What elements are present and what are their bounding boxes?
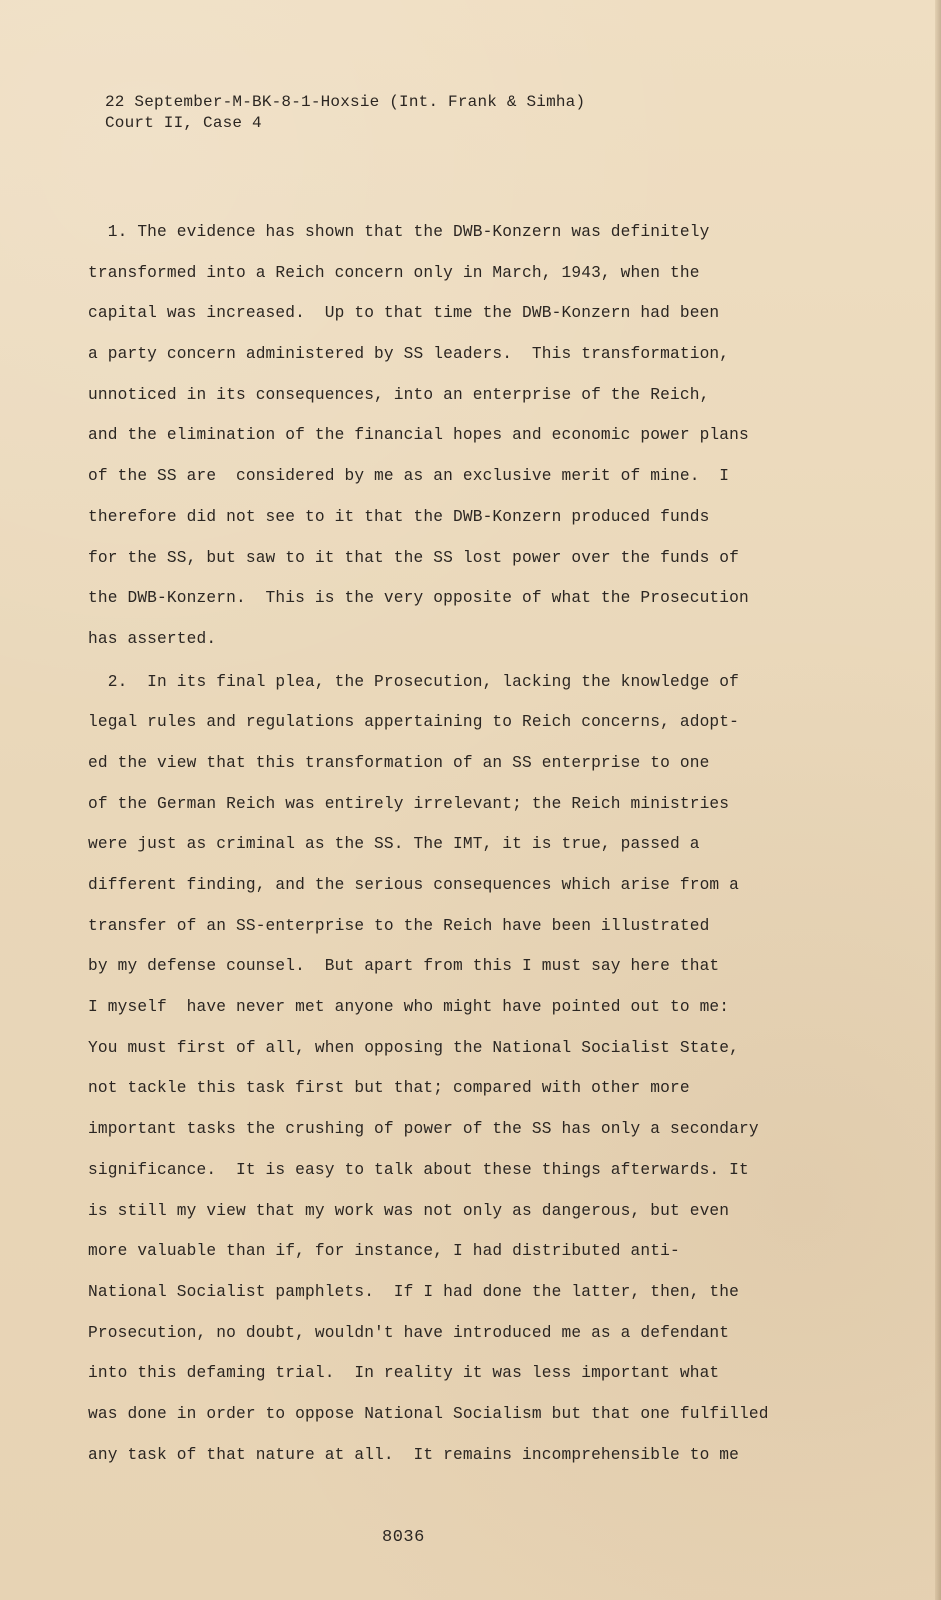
header-court-case-line: Court II, Case 4: [105, 114, 262, 132]
paragraph-2: [88, 672, 788, 1486]
paragraph-line: therefore did not see to it that the DWB-Konzern produced funds: [88, 507, 710, 526]
paragraph-line: for the SS, but saw to it that the SS lost power over the funds of: [88, 548, 740, 567]
paragraph-line: was done in order to oppose National Socialism but that one fulfilled: [88, 1404, 769, 1423]
paragraph-line: a party concern administered by SS leaders. This transformation,: [88, 345, 730, 364]
paragraph-line: important tasks the crushing of power of the SS has only a secondary: [88, 1120, 759, 1139]
paragraph-line: has asserted.: [88, 629, 217, 648]
document-body: [88, 222, 788, 1485]
paragraph-line: not tackle this task first but that; compared with other more: [88, 1079, 690, 1098]
paragraph-line: different finding, and the serious consequences which arise from a: [88, 876, 740, 894]
paragraph-line: 1. The evidence has shown that the DWB-Konzern was definitely: [88, 223, 710, 241]
paragraph-line: ed the view that this transformation of an SS enterprise to one: [88, 753, 710, 772]
page-number: 8036: [382, 1528, 425, 1547]
page-edge-shadow: [935, 0, 941, 1600]
paragraph-line: transfer of an SS-enterprise to the Reich have been illustrated: [88, 916, 710, 935]
paragraph-line: into this defaming trial. In reality it was less important what: [88, 1364, 720, 1383]
paragraph-line: were just as criminal as the SS. The IMT, it is true, passed a: [88, 835, 700, 854]
paragraph-line: is still my view that my work was not only as dangerous, but even: [88, 1201, 730, 1220]
paragraph-line: of the SS are considered by me as an exclusive merit of mine. I: [88, 467, 730, 486]
document-header: [105, 92, 585, 134]
paragraph-line: significance. It is easy to talk about these things afterwards. It: [88, 1160, 749, 1179]
paragraph-line: unnoticed in its consequences, into an enterprise of the Reich,: [88, 385, 710, 404]
paragraph-line: of the German Reich was entirely irrelevant; the Reich ministries: [88, 794, 730, 813]
paragraph-line: any task of that nature at all. It remains incomprehensible to me: [88, 1445, 740, 1464]
paragraph-line: I myself have never met anyone who might have pointed out to me:: [88, 998, 730, 1017]
paragraph-line: by my defense counsel. But apart from this I must say here that: [88, 957, 720, 976]
paragraph-line: and the elimination of the financial hopes and economic power plans: [88, 426, 749, 445]
paragraph-line: National Socialist pamphlets. If I had done the latter, then, the: [88, 1282, 740, 1301]
header-transcript-line: 22 September-M-BK-8-1-Hoxsie (Int. Frank & Simha): [105, 93, 586, 111]
paragraph-line: capital was increased. Up to that time the DWB-Konzern had been: [88, 304, 720, 323]
paragraph-line: legal rules and regulations appertaining to Reich concerns, adopt-: [88, 713, 740, 732]
paragraph-line: You must first of all, when opposing the National Socialist State,: [88, 1038, 740, 1057]
paragraph-line: more valuable than if, for instance, I had distributed anti-: [88, 1242, 680, 1261]
paragraph-line: Prosecution, no doubt, wouldn't have introduced me as a defendant: [88, 1323, 730, 1342]
paragraph-line: transformed into a Reich concern only in March, 1943, when the: [88, 263, 700, 282]
paragraph-1: [88, 222, 788, 670]
paragraph-line: the DWB-Konzern. This is the very opposite of what the Prosecution: [88, 589, 749, 608]
paragraph-line: 2. In its final plea, the Prosecution, lacking the knowledge of: [88, 672, 740, 691]
